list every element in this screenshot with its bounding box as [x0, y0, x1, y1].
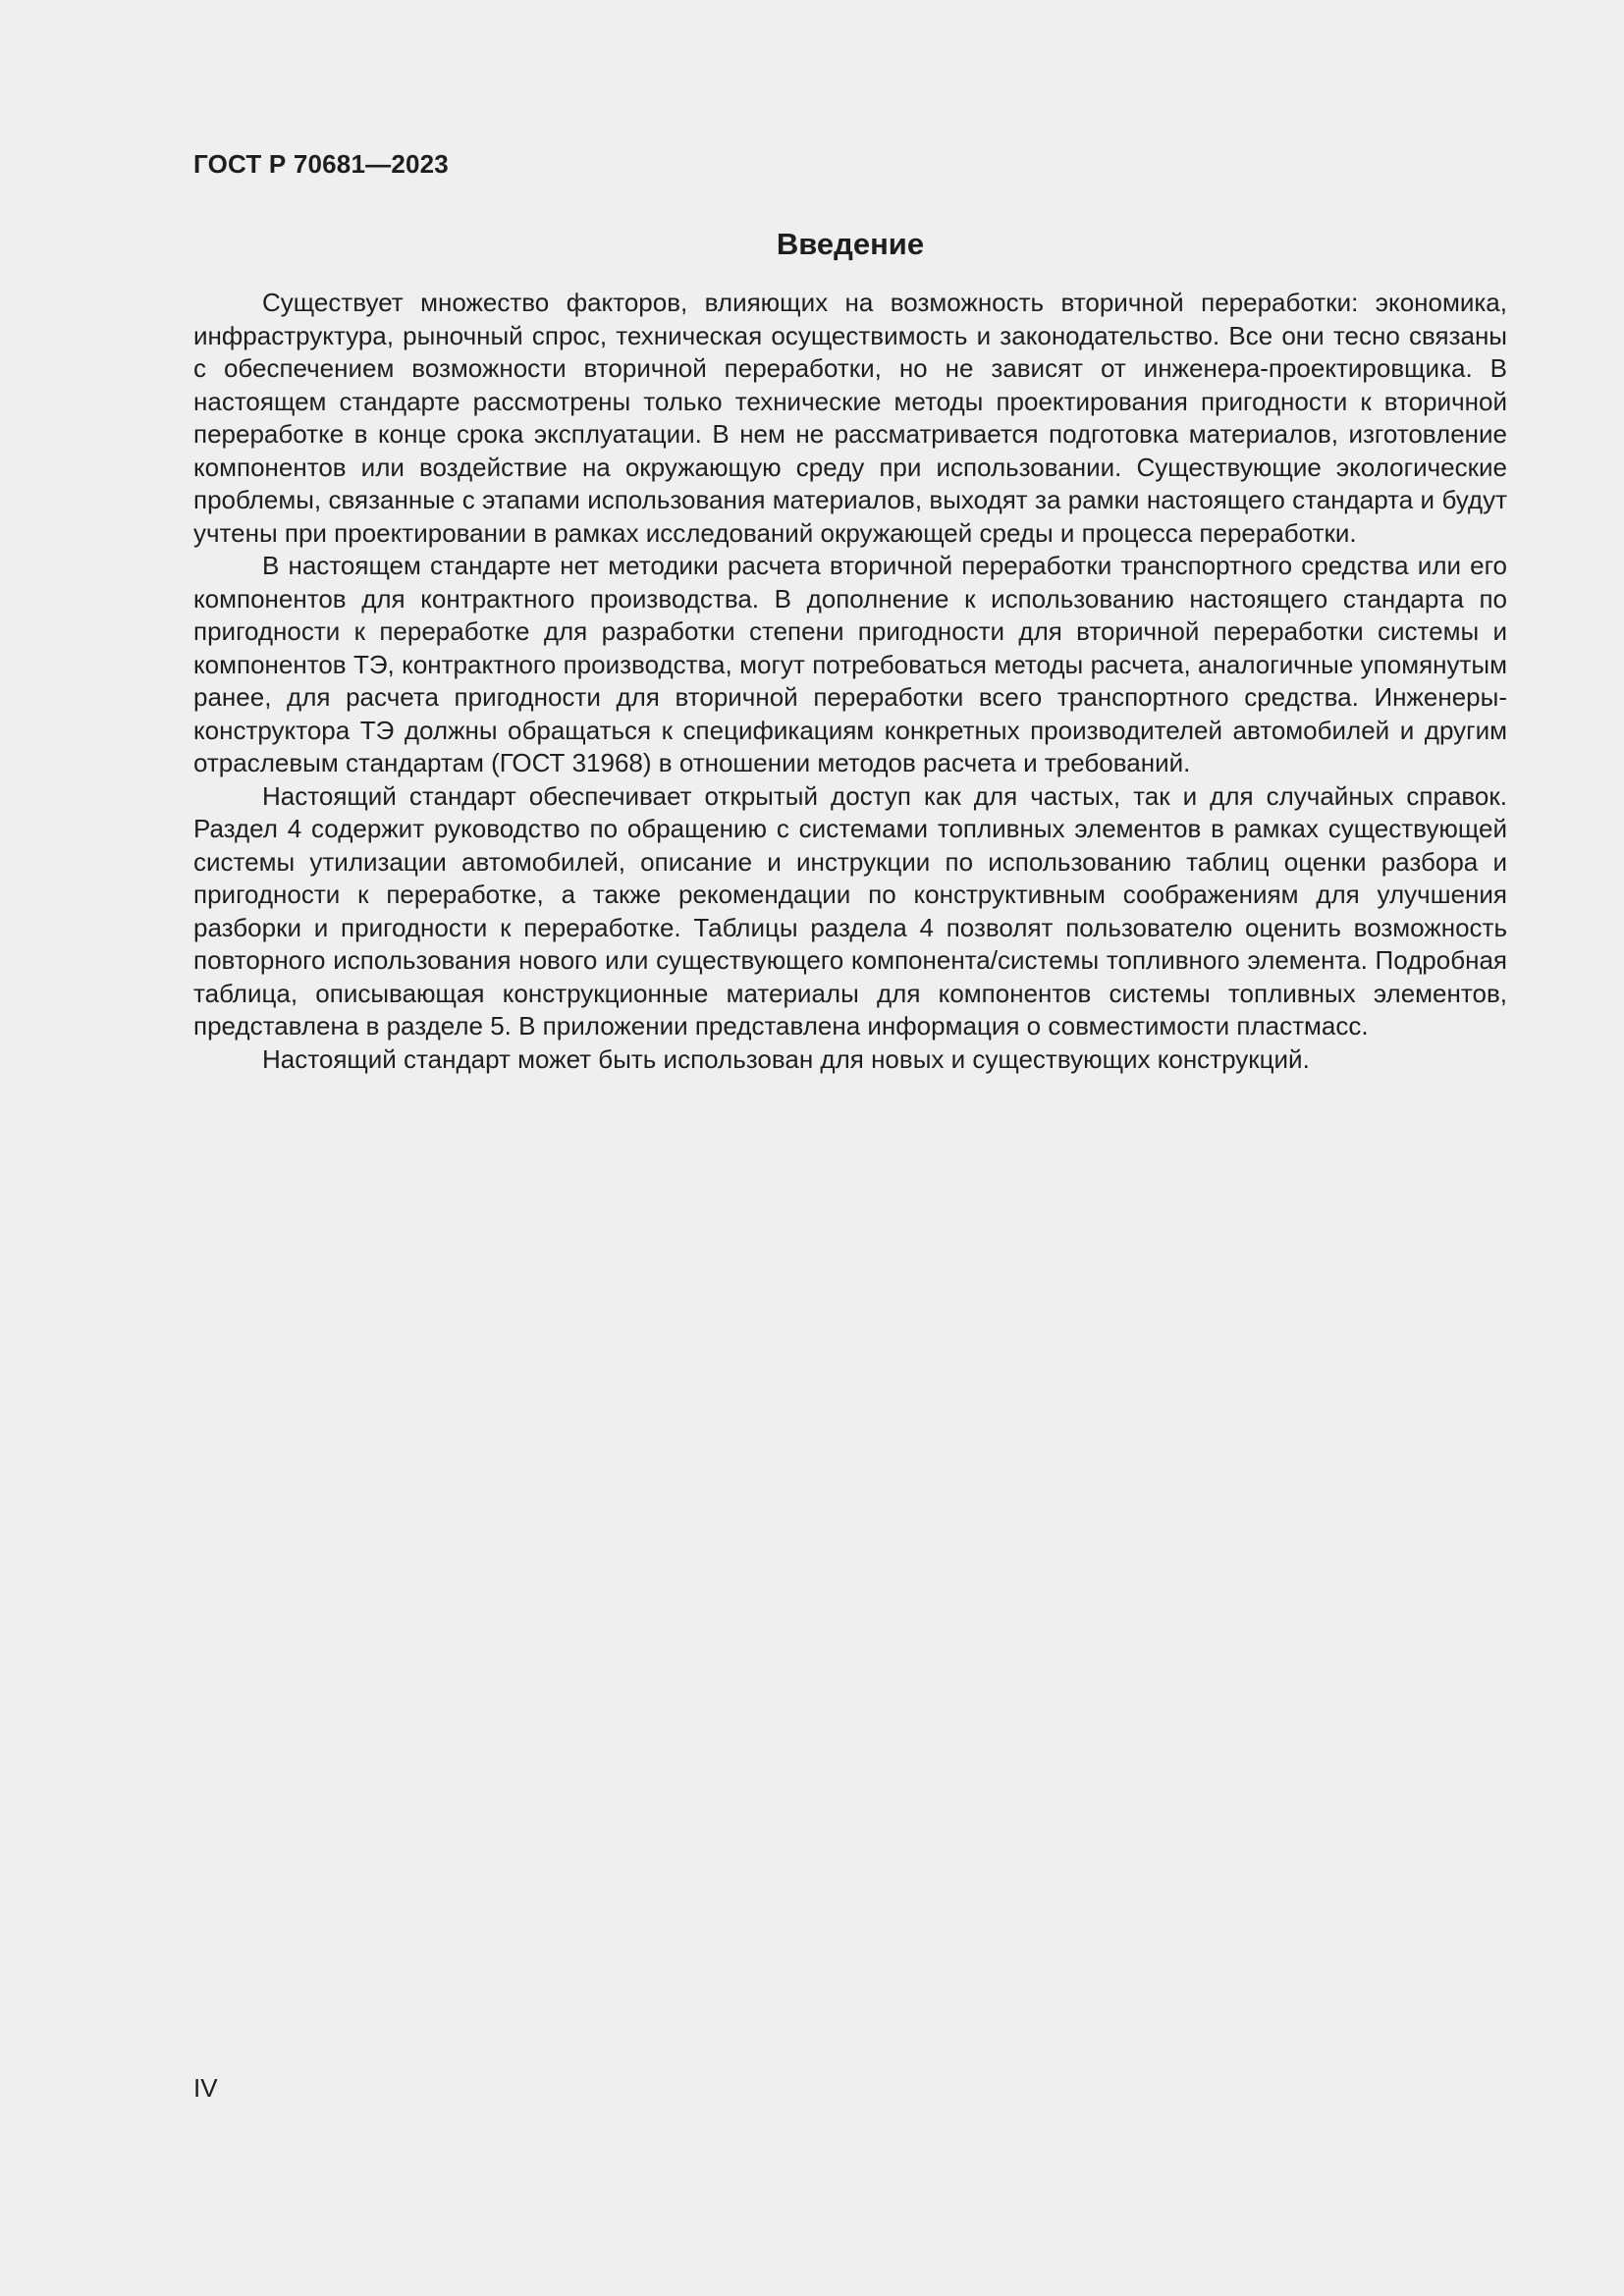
paragraph-4: Настоящий стандарт может быть использован для новых и существующих конструкций. — [262, 1043, 1310, 1074]
section-body — [193, 287, 1507, 1076]
paragraph-2: В настоящем стандарте нет методики расчета вторичной переработки транспортного средства или его компонентов для контрактного производства. В дополнение к использованию настоящего стандарта по пригодности к переработке для разработки степени пригодности для вторичной переработки системы и компонентов ТЭ, контрактного производства, могут потребоваться методы расчета, аналогичные упомянутым ранее, для расчета пригодности для вторичной переработки всего транспортного средства. Инженеры-конструктора ТЭ должны обращаться к спецификациям конкретных производителей автомобилей и другим отраслевым стандартам (ГОСТ 31968) в отношении методов расчета и требований. — [193, 551, 1507, 777]
document-code: ГОСТ Р 70681—2023 — [193, 149, 449, 179]
paragraph-3: Настоящий стандарт обеспечивает открытый доступ как для частых, так и для случайных справок. Раздел 4 содержит руководство по обращению с системами топливных элементов в рамках существующей системы утилизации автомобилей, описание и инструкции по использованию таблиц оценки разбора и пригодности к переработке, а также рекомендации по конструктивным соображениям для улучшения разборки и пригодности к переработке. Таблицы раздела 4 позволят пользователю оценить возможность повторного использования нового или существующего компонента/системы топливного элемента. Подробная таблица, описывающая конструкционные материалы для компонентов системы топливных элементов, представлена в разделе 5. В приложении представлена информация о совместимости пластмасс. — [193, 780, 1507, 1041]
paragraph-1: Существует множество факторов, влияющих на возможность вторичной переработки: экономика, инфраструктура, рыночный спрос, техническая осуществимость и законодательство. Все они тесно связаны с обеспечением возможности вторичной переработки, но не зависят от инженера-проектировщика. В настоящем стандарте рассмотрены только технические методы проектирования пригодности к вторичной переработке в конце срока эксплуатации. В нем не рассматривается подготовка материалов, изготовление компонентов или воздействие на окружающую среду при использовании. Существующие экологические проблемы, связанные с этапами использования материалов, выходят за рамки настоящего стандарта и будут учтены при проектировании в рамках исследований окружающей среды и процесса переработки. — [193, 288, 1507, 548]
page-number: IV — [193, 2073, 218, 2103]
section-title: Введение — [776, 227, 925, 261]
